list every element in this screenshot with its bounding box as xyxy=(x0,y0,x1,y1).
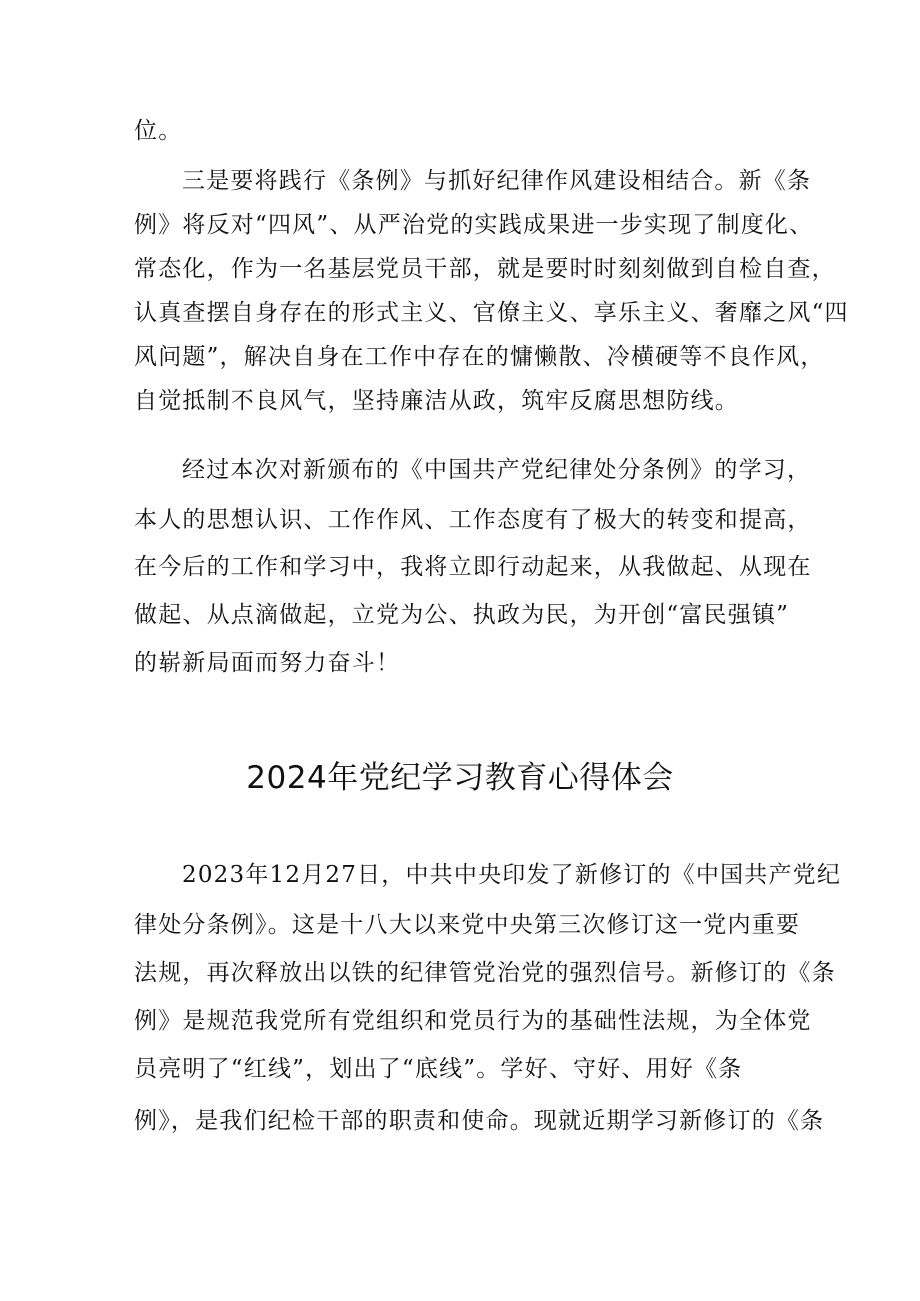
paragraph-line: 常态化，作为一名基层党员干部，就是要时时刻刻做到自检自查， xyxy=(134,256,836,282)
paragraph-line: 律处分条例》。这是十八大以来党中央第三次修订这一党内重要 xyxy=(134,912,801,938)
paragraph-line: 位。 xyxy=(134,118,183,144)
paragraph-line: 2023年12月27日，中共中央印发了新修订的《中国共产党纪 xyxy=(182,862,842,888)
paragraph-line: 本人的思想认识、工作作风、工作态度有了极大的转变和提高， xyxy=(134,507,812,533)
paragraph-line: 例》是规范我党所有党组织和党员行为的基础性法规，为全体党 xyxy=(134,1008,812,1034)
paragraph-line: 法规，再次释放出以铁的纪律管党治党的强烈信号。新修订的《条 xyxy=(134,960,836,986)
paragraph-line: 员亮明了“红线”，划出了“底线”。学好、守好、用好《条 xyxy=(134,1056,743,1082)
paragraph-line: 例》，是我们纪检干部的职责和使命。现就近期学习新修订的《条 xyxy=(134,1108,825,1134)
paragraph-line: 三是要将践行《条例》与抓好纪律作风建设相结合。新《条 xyxy=(182,168,812,194)
paragraph-line: 自觉抵制不良风气，坚持廉洁从政，筑牢反腐思想防线。 xyxy=(134,388,739,414)
paragraph-line: 例》将反对“四风”、从严治党的实践成果进一步实现了制度化、 xyxy=(134,212,814,238)
paragraph-line: 经过本次对新颁布的《中国共产党纪律处分条例》的学习， xyxy=(182,457,812,483)
page-title: 2024年党纪学习教育心得体会 xyxy=(246,760,674,796)
paragraph-line: 风问题”，解决自身在工作中存在的慵懒散、冷横硬等不良作风， xyxy=(134,344,825,370)
paragraph-line: 在今后的工作和学习中，我将立即行动起来，从我做起、从现在 xyxy=(134,554,812,580)
paragraph-line: 的崭新局面而努力奋斗！ xyxy=(134,650,401,676)
paragraph-line: 认真查摆自身存在的形式主义、官僚主义、享乐主义、奢靡之风“四 xyxy=(134,300,849,326)
paragraph-line: 做起、从点滴做起，立党为公、执政为民，为开创“富民强镇” xyxy=(134,602,790,628)
